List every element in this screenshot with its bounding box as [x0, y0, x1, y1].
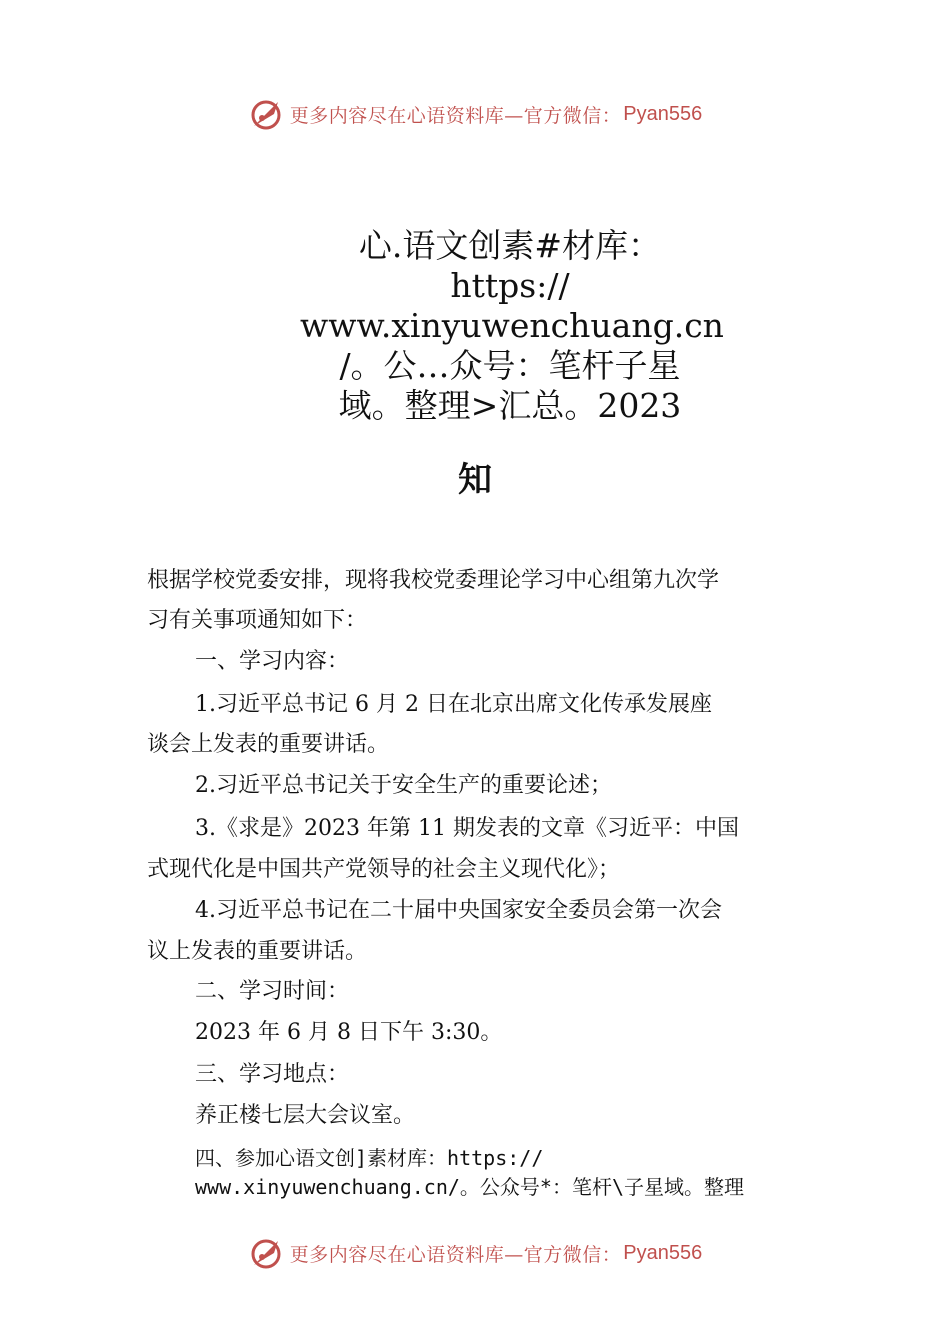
banner-text: 更多内容尽在心语资料库—官方微信：: [289, 104, 622, 127]
footer-banner: [0, 1233, 950, 1273]
body-line: 2.习近平总书记关于安全生产的重要论述；: [195, 773, 612, 798]
body-line: 议上发表的重要讲话。: [147, 939, 368, 964]
body-line: 3.《求是》2023 年第 11 期发表的文章《习近平：中国: [195, 816, 739, 841]
body-line: 2023 年 6 月 8 日下午 3:30。: [195, 1020, 503, 1045]
title-line: 域。整理>汇总。2023: [338, 386, 682, 425]
document-title: [300, 226, 724, 426]
body-line: 4.习近平总书记在二十届中央国家安全委员会第一次会: [195, 898, 722, 923]
title-line: https://: [450, 266, 570, 305]
body-line: 谈会上发表的重要讲话。: [147, 732, 390, 757]
body-line: 式现代化是中国共产党领导的社会主义现代化》；: [147, 857, 621, 882]
body-line: 四、参加心语文创]素材库：https://: [195, 1146, 544, 1170]
banner-text: 更多内容尽在心语资料库—官方微信：: [289, 1243, 622, 1266]
header-banner: [0, 94, 950, 134]
section-heading: 二、学习时间：: [195, 979, 350, 1004]
banner-wechat-id: Pyan556: [623, 1241, 703, 1264]
section-heading: 三、学习地点：: [195, 1062, 350, 1087]
notice-heading: 知: [458, 460, 492, 500]
title-line: 心.语文创素#材库：: [358, 226, 662, 265]
body-line: www.xinyuwenchuang.cn/。公众号*：笔杆\子星域。整理: [195, 1175, 744, 1199]
title-line: www.xinyuwenchuang.cn: [300, 306, 724, 345]
section-heading: 一、学习内容：: [195, 649, 350, 674]
body-line: 1.习近平总书记 6 月 2 日在北京出席文化传承发展座: [195, 692, 712, 717]
quill-logo-icon: [248, 96, 284, 132]
body-line: 习有关事项通知如下：: [147, 608, 368, 633]
body-line: 养正楼七层大会议室。: [195, 1103, 416, 1128]
body-line: 根据学校党委安排，现将我校党委理论学习中心组第九次学: [147, 568, 720, 593]
banner-wechat-id: Pyan556: [623, 102, 703, 125]
quill-logo-icon: [248, 1235, 284, 1271]
title-line: /。公…众号：笔杆子星: [339, 346, 681, 385]
